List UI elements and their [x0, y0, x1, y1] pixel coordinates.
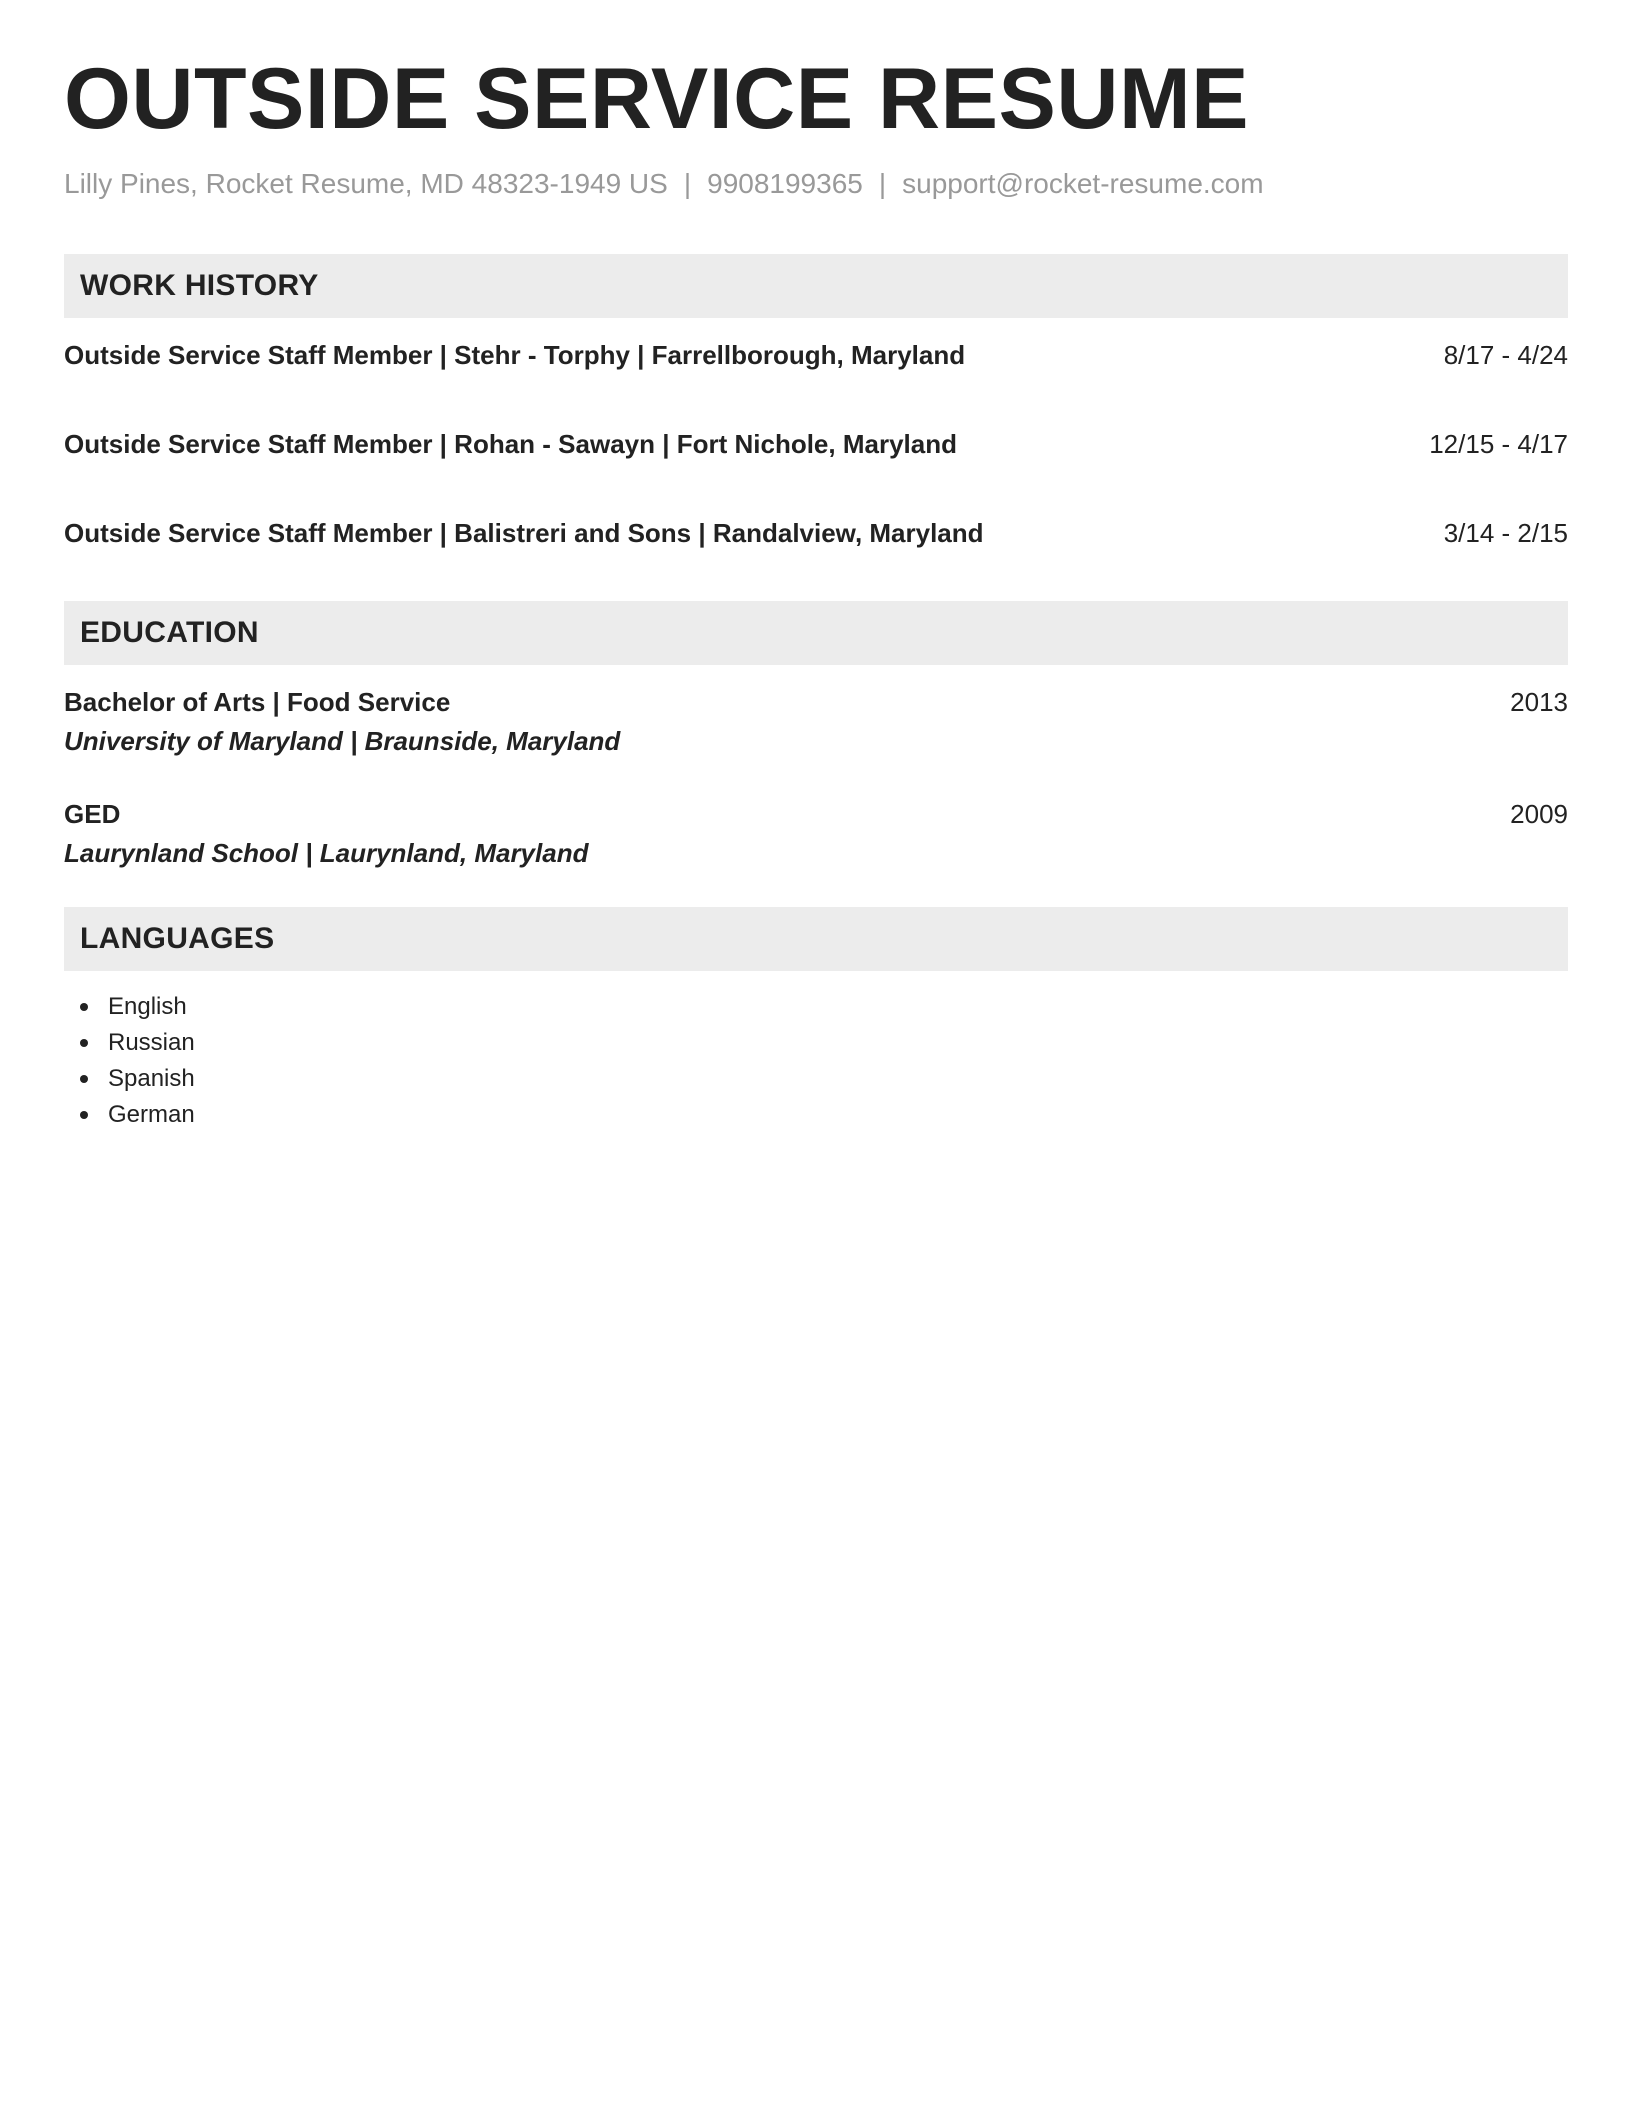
bullet-icon: [80, 1039, 88, 1047]
contact-separator: |: [878, 168, 887, 199]
languages-section: [64, 907, 1568, 1133]
language-name: German: [108, 1101, 195, 1128]
education-section: [64, 601, 1568, 869]
contact-address: Lilly Pines, Rocket Resume, MD 48323-1949 US: [64, 168, 668, 199]
education-entry: [64, 799, 1568, 869]
language-name: Russian: [108, 1029, 195, 1056]
job-dates: 12/15 - 4/17: [1429, 429, 1568, 459]
job-entry: [64, 340, 1568, 371]
degree: Bachelor of Arts | Food Service: [64, 687, 451, 717]
languages-list: [64, 989, 1568, 1133]
bullet-icon: [80, 1003, 88, 1011]
job-dates: 3/14 - 2/15: [1443, 518, 1568, 548]
resume-title: OUTSIDE SERVICE RESUME: [64, 51, 1249, 147]
graduation-year: 2009: [1510, 799, 1568, 829]
contact-email: support@rocket-resume.com: [902, 168, 1264, 199]
list-item: [80, 1025, 1568, 1061]
language-name: English: [108, 993, 187, 1020]
contact-separator: |: [683, 168, 692, 199]
job-dates: 8/17 - 4/24: [1443, 340, 1568, 370]
school: University of Maryland | Braunside, Maryland: [64, 726, 621, 756]
degree: GED: [64, 799, 121, 829]
list-item: [80, 989, 1568, 1025]
list-item: [80, 1061, 1568, 1097]
education-entry: [64, 687, 1568, 757]
job-entry: [64, 429, 1568, 460]
education-heading: EDUCATION: [64, 601, 1568, 665]
bullet-icon: [80, 1111, 88, 1119]
language-name: Spanish: [108, 1065, 195, 1092]
job-entry: [64, 518, 1568, 549]
work-history-section: [64, 254, 1568, 549]
contact-line: [64, 168, 1568, 200]
job-title: Outside Service Staff Member | Balistreri and Sons | Randalview, Maryland: [64, 518, 984, 548]
languages-heading: LANGUAGES: [64, 907, 1568, 971]
graduation-year: 2013: [1510, 687, 1568, 717]
job-title: Outside Service Staff Member | Rohan - Sawayn | Fort Nichole, Maryland: [64, 429, 957, 459]
list-item: [80, 1097, 1568, 1133]
school: Laurynland School | Laurynland, Maryland: [64, 838, 589, 868]
bullet-icon: [80, 1075, 88, 1083]
job-title: Outside Service Staff Member | Stehr - Torphy | Farrellborough, Maryland: [64, 340, 966, 370]
contact-phone: 9908199365: [707, 168, 863, 199]
work-history-heading: WORK HISTORY: [64, 254, 1568, 318]
